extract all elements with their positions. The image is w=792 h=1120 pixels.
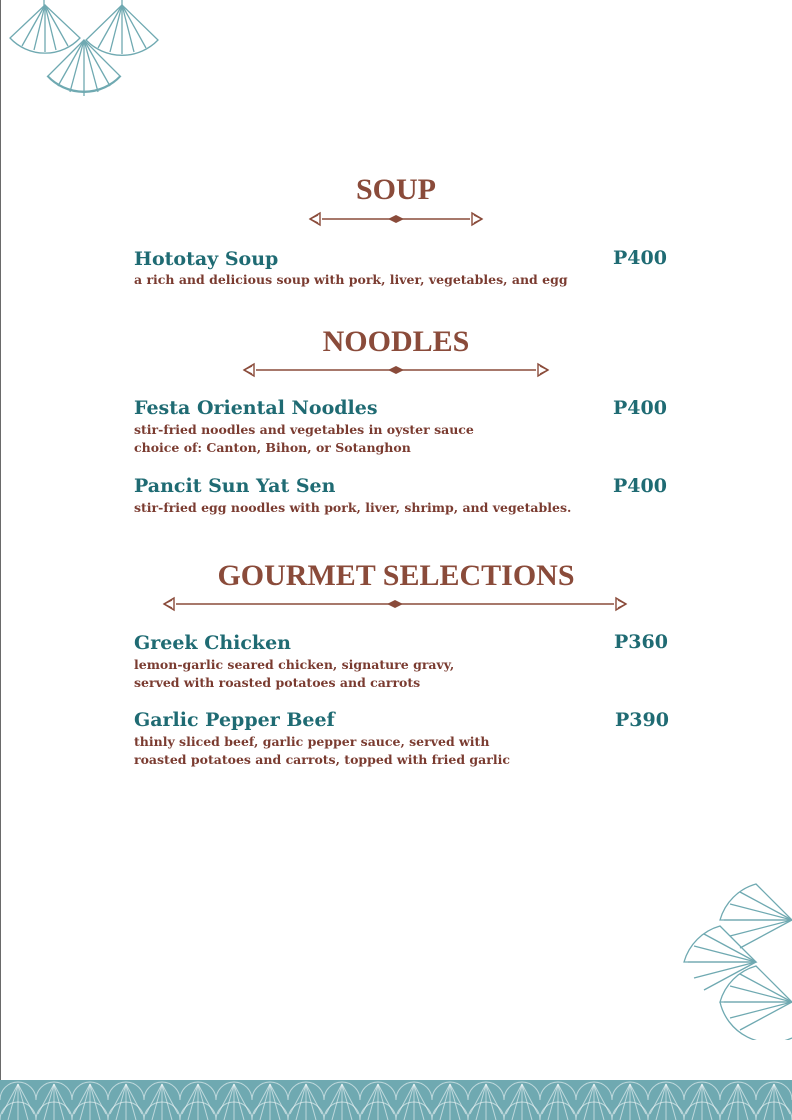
menu-item-price: P360 xyxy=(614,631,668,653)
description-line: thinly sliced beef, garlic pepper sauce, served with xyxy=(134,734,490,749)
description-line: served with roasted potatoes and carrots xyxy=(134,675,421,690)
section-title-noodles: NOODLES xyxy=(322,325,470,358)
menu-item-price: P390 xyxy=(615,709,669,731)
description-line: choice of: Canton, Bihon, or Sotanghon xyxy=(134,440,411,455)
menu-item-price: P400 xyxy=(613,247,667,269)
flourish-divider-gourmet xyxy=(162,595,628,613)
menu-item-description xyxy=(134,656,454,692)
menu-item-description xyxy=(134,499,571,517)
description-line: a rich and delicious soup with pork, liver, vegetables, and egg xyxy=(134,272,568,287)
menu-item-price: P400 xyxy=(613,397,667,419)
menu-item-name: Hototay Soup xyxy=(134,248,279,270)
menu-item-name: Garlic Pepper Beef xyxy=(134,709,335,731)
description-line: lemon-garlic seared chicken, signature gravy, xyxy=(134,657,455,672)
menu-item-name: Greek Chicken xyxy=(134,632,291,654)
menu-item-description xyxy=(134,421,474,457)
menu-item-name: Pancit Sun Yat Sen xyxy=(134,475,336,497)
fan-ornament-top-left xyxy=(0,0,170,115)
scallop-pattern xyxy=(0,1080,792,1120)
menu-item-description xyxy=(134,733,510,769)
footer-scallop-band xyxy=(0,1080,792,1120)
section-title-soup: SOUP xyxy=(355,173,436,206)
menu-item-name: Festa Oriental Noodles xyxy=(134,397,378,419)
menu-item-description xyxy=(134,271,568,289)
description-line: stir-fried egg noodles with pork, liver, shrimp, and vegetables. xyxy=(134,500,572,515)
section-title-gourmet-selections: GOURMET SELECTIONS xyxy=(217,559,575,592)
flourish-divider-noodles xyxy=(242,361,550,379)
page-edge xyxy=(0,0,1,1080)
description-line: stir-fried noodles and vegetables in oyster sauce xyxy=(134,422,474,437)
description-line: roasted potatoes and carrots, topped with fried garlic xyxy=(134,752,510,767)
menu-item-price: P400 xyxy=(613,475,667,497)
flourish-divider-soup xyxy=(308,210,484,228)
fan-ornament-bottom-right xyxy=(676,880,792,1040)
